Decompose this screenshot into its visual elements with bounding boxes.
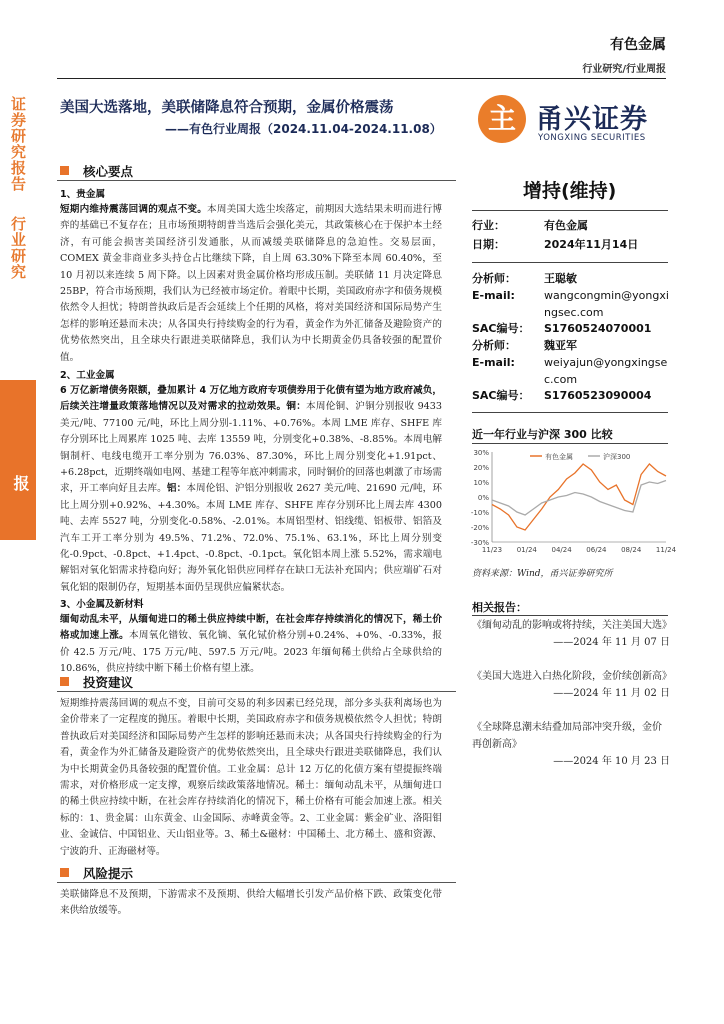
rating-divider [472,210,668,211]
header-sector: 有色金属 [610,37,666,53]
page-header [582,34,666,75]
report-title: 美国大选落地，美联储降息符合预期，金属价格震荡 [60,100,394,116]
section-divider [57,882,456,883]
section-bullet-icon [60,868,69,877]
related-item[interactable]: 《全球降息潮未结叠加局部冲突升级，金价再创新高》 ——2024 年 10 月 23 日 [472,722,670,767]
section-core: 核心要点 [60,162,133,180]
logo-mark-icon: 主 [478,95,526,143]
section-bullet-icon [60,677,69,686]
x-tick-label: 11/23 [481,546,503,554]
section-invest: 投资建议 [60,673,133,691]
info-date: 日期： 2024年11月14日 [472,238,639,251]
info-email2: E-mail: weiyajun@yongxingsec.com [472,356,668,386]
info-sac1: SAC编号： S1760524070001 [472,322,652,335]
subhead-precious: 1、贵金属 [60,189,106,200]
logo-name-cn: 甬兴证券 [536,104,648,135]
report-subtitle: ——有色行业周报（2024.11.04-2024.11.08） [165,122,442,136]
para-industrial: 6 万亿新增债务限额，叠加累计 4 万亿地方政府专项债券用于化债有望为地方政府减负，后续关注增量政策落地情况以及对需求的拉动效果。铜：本周伦铜、沪铜分别报收 9433 美元/吨、77100 元/吨，环比上周分别-1.11%、+0.76%。本周 LME 库存、SHFE 库存分别环比上周累库 1025 吨、去库 13559 吨，分别变化+0.38%、-8.85%。本周电解铜制杆、电线电缆开工率分别为 76.03%、87.30%，环比上周分别变化+1.91pct、+6.28pct，近期终端如电网、基建工程等年底冲刺需求，同时铜价的回落也刺激了市场需求，开工率向好且去库。铝：本周伦铝、沪铝分别报收 2627 美元/吨、21690 元/吨，环比上周分别+0.92%、+4.30%。本周 LME 库存、SHFE 库存分别环比上周去库 4300 吨、去库 5527 吨，分别变化-0.58%、-2.01%。本周铝型材、铝线缆、铝板带、铝箔及汽车工开工率分别为 49.5%、71.2%、72.0%、75.1%、63.1%，环比上周分别变化-0.9pct、-0.8pct、+1.4pct、-0.8pct、-0.1pct。氧化铝本周上涨 5.52%，需求端电解铝对氧化铝需求持稳向好；海外氧化铝供应同样存在缺口无法补充国内；供应端矿石对氧化铝的限制仍存，短期基本面仍呈现供应偏紧状态。 [60,385,442,593]
related-item[interactable]: 《美国大选进入白热化阶段，金价续创新高》 ——2024 年 11 月 02 日 [472,671,672,699]
section-divider [57,180,456,181]
para-precious: 短期内维持震荡回调的观点不变。本周美国大选尘埃落定，前期因大选结果未明而进行博弈的基础已不复存在；且市场预期特朗普当选后会强化美元，其政策核心在于保护本土经济，有可能会损害美国经济引发通胀，从而减缓美联储降息的急迫性。交易层面，COMEX 黄金非商业多头持仓占比继续下降，自上周 63.30%下降至本周 60.40%，至 10 月初以来连续 5 周下降。以上因素对贵金属价格均形成压制。美联储 11 月决定降息 25BP，符合市场预期，我们认为已经被市场定价。着眼中长期，美国政府赤字和债务规模依然令人担忧；特朗普执政后是否会延续上个任期的风格，将对美国经济和国际局势产生怎样的影响还悬而未决；从各国央行持续购金的行为看，黄金作为外汇储备及避险资产的优势依然突出，且全球央行跟进美联储降息，我们认为中长期黄金仍具备较强的配置价值。 [60,204,443,363]
rating: 增持(维持) [523,180,617,202]
related-item[interactable]: 《缅甸动乱的影响或将持续，关注美国大选》 ——2024 年 11 月 07 日 [472,620,672,648]
legend-label: 沪深300 [603,453,631,461]
series-line-hs300 [492,481,666,516]
chart-title: 近一年行业与沪深 300 比较 [472,428,613,441]
header-divider [57,78,666,79]
info-divider [472,262,668,263]
x-tick-label: 11/24 [655,546,677,554]
logo-name-en: YONGXING SECURITIES [538,133,646,143]
info-email1: E-mail: wangcongmin@yongxingsec.com [472,289,669,319]
company-logo [478,95,668,150]
para-minor: 缅甸动乱未平，从缅甸进口的稀土供应持续中断，在社会库存持续消化的情况下，稀土价格或加速上涨。本周氧化镨钕、氧化镝、氧化铽价格分别+0.24%、+0%、-0.33%，报价 42.5 万元/吨、175 万元/吨、597.5 万元/吨。2023 年缅甸稀土供给占全球供给的 10.86%，供应持续中断下稀土价格有望上涨。 [60,614,442,675]
x-tick-label: 01/24 [516,546,537,554]
x-tick-label: 06/24 [586,546,607,554]
side-label-research: 行业研究 [9,216,27,280]
y-tick-label: 0% [477,494,489,502]
y-tick-label: 10% [473,479,489,487]
info-analyst1: 分析师： 王聪敏 [472,272,577,285]
y-tick-label: -10% [470,509,489,517]
side-orange-band [0,380,53,540]
y-tick-label: 20% [473,464,489,472]
side-label-weekly: 行业周报 [11,475,53,529]
y-tick-label: -30% [470,539,489,547]
comparison-chart [460,446,677,562]
related-divider [472,615,668,616]
section-bullet-icon [60,166,69,175]
x-tick-label: 08/24 [621,546,642,554]
chart-source: 资料来源：Wind，甬兴证券研究所 [472,569,613,579]
subhead-minor: 3、小金属及新材料 [60,599,144,610]
para-invest: 短期维持震荡回调的观点不变，目前可交易的利多因素已经兑现，部分多头获利离场也为金价带来了一定程度的抛压。着眼中长期，美国政府赤字和债务规模依然令人担忧；特朗普执政后对美国经济和国际局势产生怎样的影响还悬而未决；从各国央行持续购金的行为看，黄金作为外汇储备及避险资产的优势依然突出，且全球央行跟进美联储降息，我们认为中长期黄金仍具备较强的配置价值。工业金属：总计 12 万亿的化债方案有望提振终端需求，对价格形成一定支撑，观察后续政策落地情况。稀土：缅甸动乱未平，从缅甸进口的稀土供应持续中断，在社会库存持续消化的情况下，稀土价格有可能会加速上涨。相关标的：1、贵金属：山东黄金、山金国际、赤峰黄金等。2、工业金属：紫金矿业、洛阳钼业、金诚信、中国铝业、天山铝业等。3、稀土&磁材：中国稀土、北方稀土、盛和资源、宁波韵升、正海磁材等。 [60,698,442,857]
section-divider [57,691,456,692]
side-label-report: 证券研究报告 [9,96,27,192]
info-divider [472,412,668,413]
side-bar [0,0,36,380]
section-risk: 风险提示 [60,864,133,882]
info-industry: 行业： 有色金属 [472,219,588,232]
info-analyst2: 分析师： 魏亚军 [472,339,577,352]
info-sac2: SAC编号： S1760523090004 [472,389,652,402]
para-risk: 美联储降息不及预期，下游需求不及预期、供给大幅增长引发产品价格下跌、政策变化带来供给放缓等。 [60,889,442,917]
y-tick-label: 30% [473,449,489,457]
x-tick-label: 04/24 [551,546,572,554]
related-title: 相关报告： [472,601,527,614]
header-type: 行业研究/行业周报 [582,64,666,75]
subhead-industrial: 2、工业金属 [60,370,115,381]
chart-divider [472,443,668,444]
legend-label: 有色金属 [545,453,573,461]
y-tick-label: -20% [470,524,489,532]
series-line-nonferrous [492,464,666,530]
